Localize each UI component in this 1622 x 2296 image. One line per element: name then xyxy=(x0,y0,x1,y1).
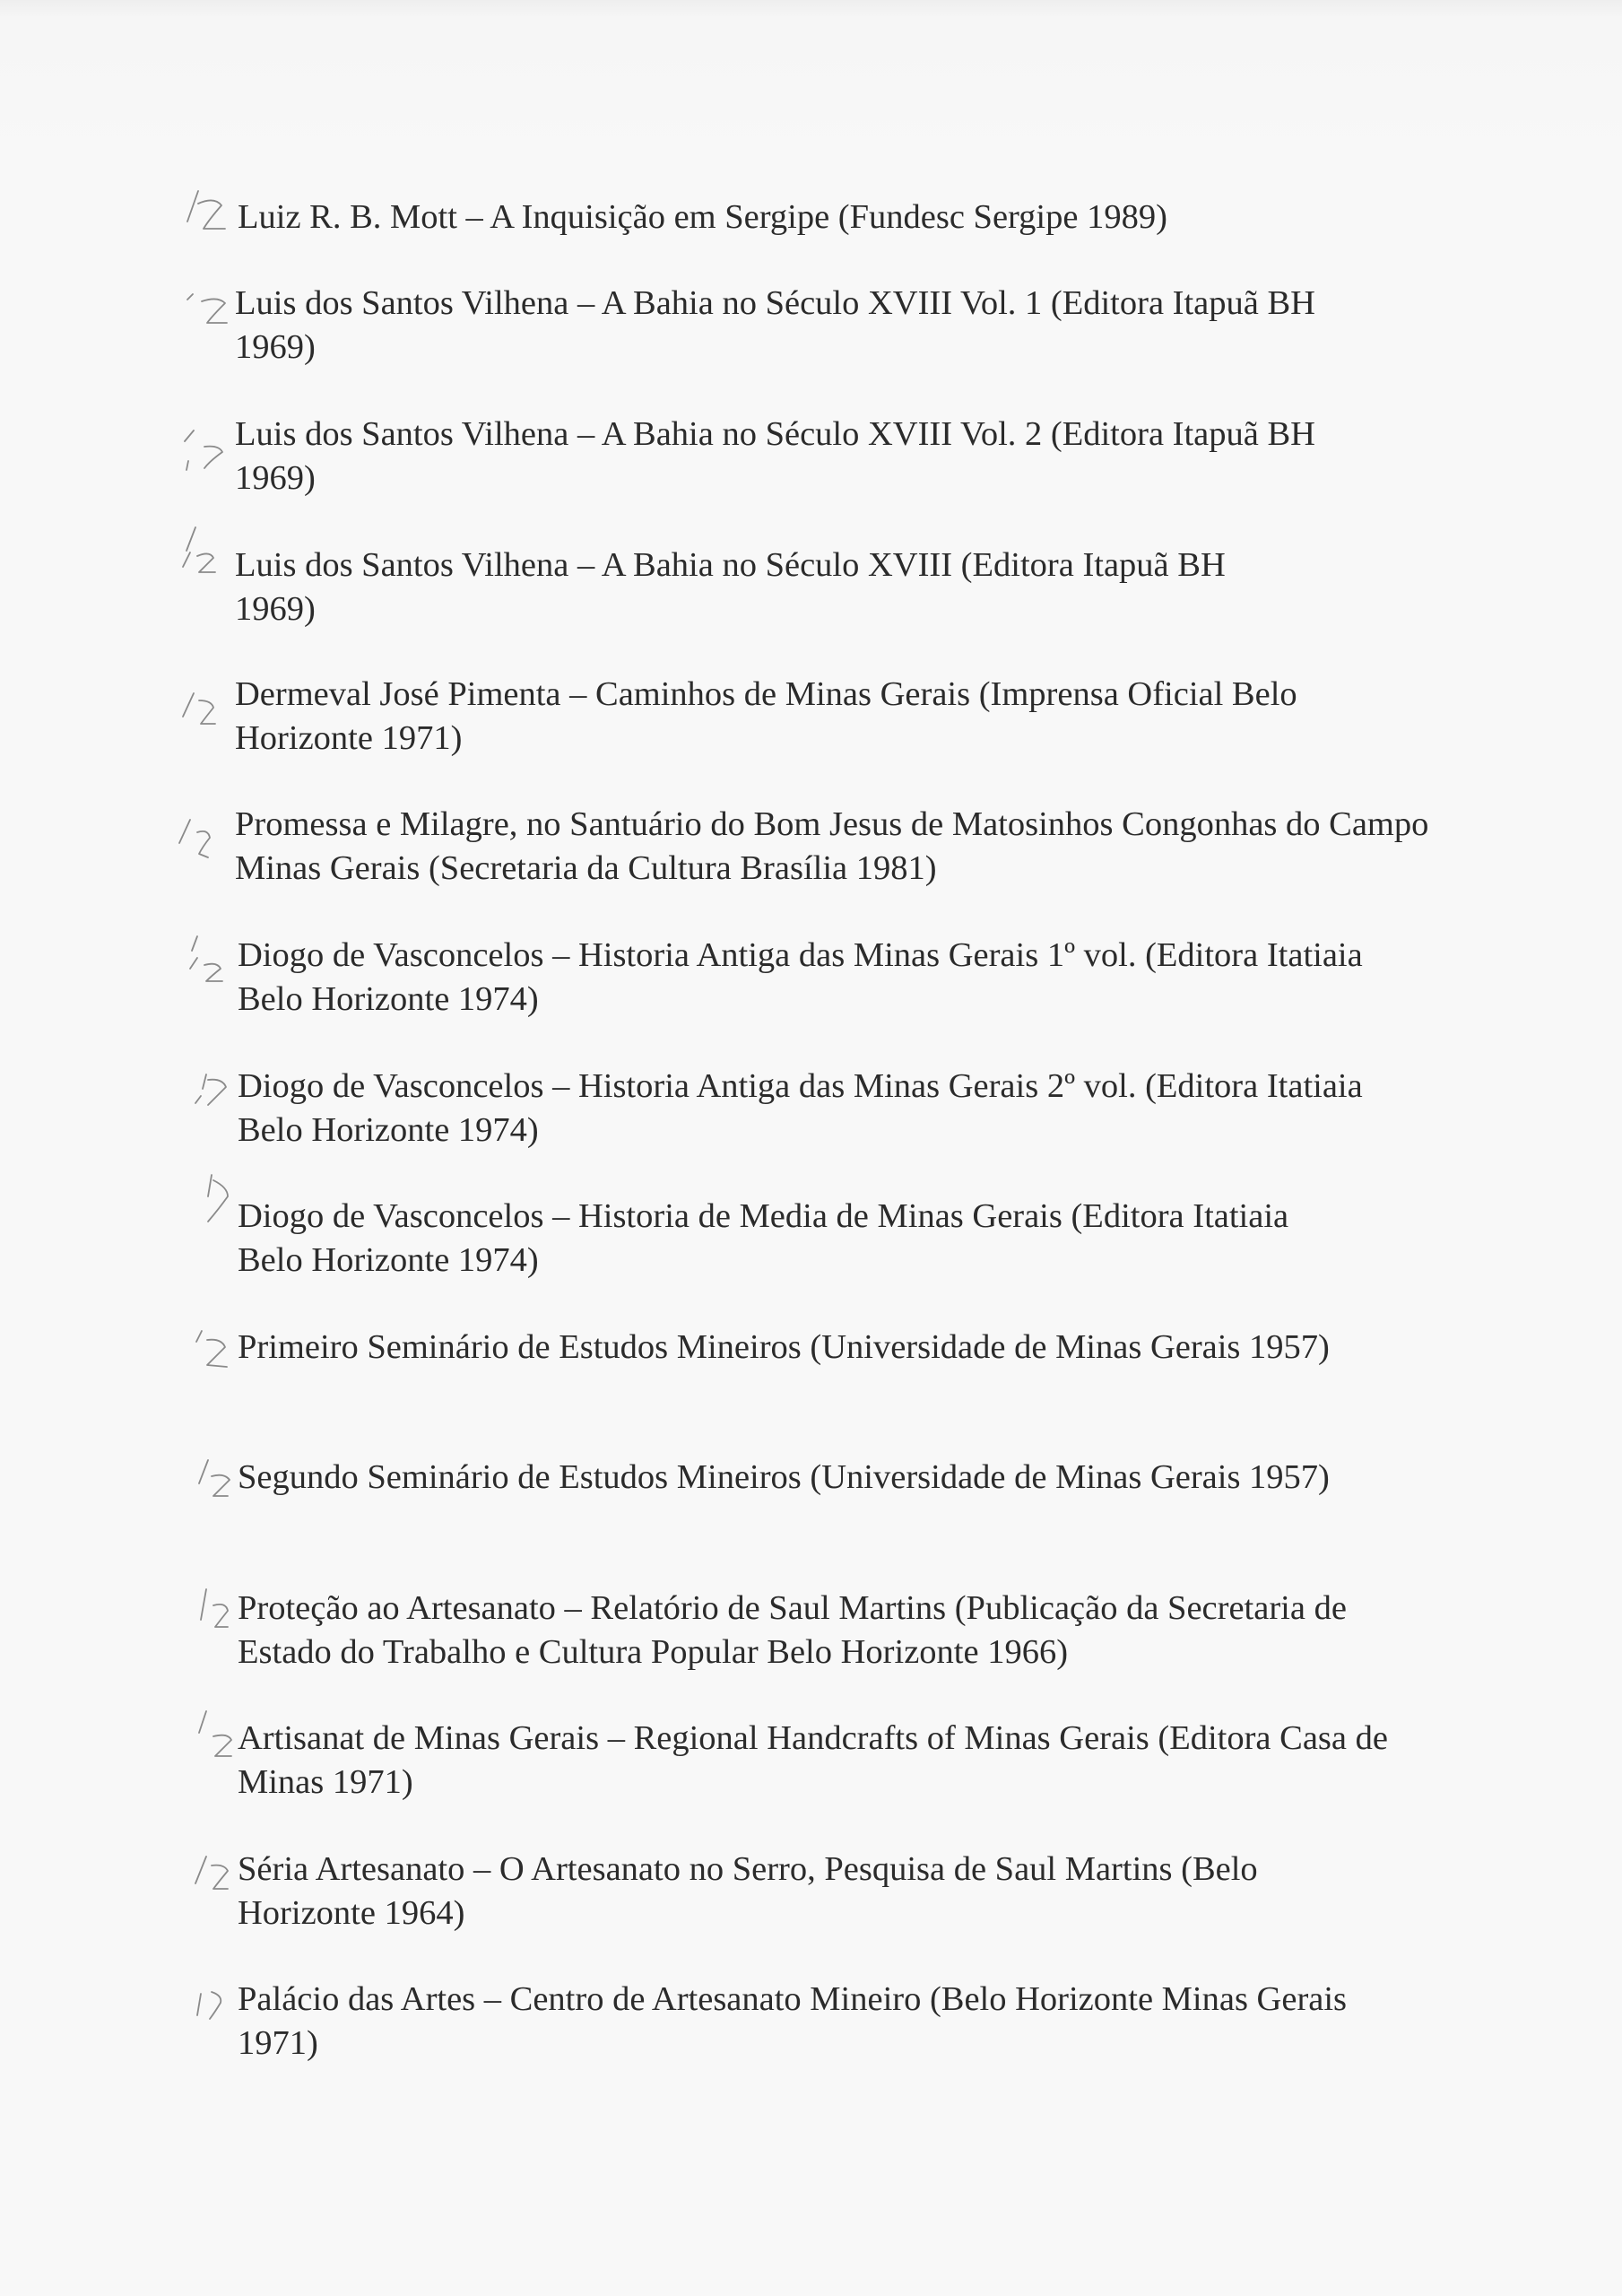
handwritten-margin-mark xyxy=(174,520,228,574)
handwritten-margin-mark xyxy=(188,1448,242,1501)
reference-entry-15: Palácio das Artes – Centro de Artesanato Mineiro (Belo Horizonte Minas Gerais 1971) xyxy=(238,1980,1348,2062)
reference-entry-1: Luiz R. B. Mott – A Inquisição em Sergipe (Fundesc Sergipe 1989) xyxy=(238,198,1167,236)
reference-entry-4: Luis dos Santos Vilhena – A Bahia no Século XVIII (Editora Itapuã BH 1969) xyxy=(235,546,1226,628)
handwritten-margin-mark xyxy=(188,1844,242,1898)
handwritten-margin-mark xyxy=(172,807,226,861)
handwritten-margin-mark xyxy=(179,929,233,983)
reference-entry-3: Luis dos Santos Vilhena – A Bahia no Século XVIII Vol. 2 (Editora Itapuã BH 1969) xyxy=(235,415,1315,497)
reference-entry-7: Diogo de Vasconcelos – Historia Antiga das Minas Gerais 1º vol. (Editora Itatiaia Belo Horizonte 1974) xyxy=(238,936,1363,1018)
handwritten-margin-mark xyxy=(182,276,236,330)
handwritten-margin-mark xyxy=(188,1170,242,1223)
handwritten-margin-mark xyxy=(179,418,233,472)
reference-entry-5: Dermeval José Pimenta – Caminhos de Minas Gerais (Imprensa Oficial Belo Horizonte 1971) xyxy=(235,675,1297,757)
handwritten-margin-mark xyxy=(185,1060,239,1114)
handwritten-margin-mark xyxy=(190,1706,244,1760)
handwritten-margin-mark xyxy=(174,677,228,731)
reference-entry-11: Segundo Seminário de Estudos Mineiros (Universidade de Minas Gerais 1957) xyxy=(238,1458,1330,1496)
reference-entry-2: Luis dos Santos Vilhena – A Bahia no Século XVIII Vol. 1 (Editora Itapuã BH 1969) xyxy=(235,284,1315,366)
handwritten-margin-mark xyxy=(190,1578,244,1632)
reference-entry-9: Diogo de Vasconcelos – Historia de Media de Minas Gerais (Editora Itatiaia Belo Horizonte 1974) xyxy=(238,1197,1289,1279)
handwritten-margin-mark xyxy=(184,1320,238,1374)
reference-entry-13: Artisanat de Minas Gerais – Regional Handcrafts of Minas Gerais (Editora Casa de Minas 1971) xyxy=(238,1719,1388,1801)
reference-entry-12: Proteção ao Artesanato – Relatório de Saul Martins (Publicação da Secretaria de Estado do Trabalho e Cultura Popular Belo Horizonte 1966) xyxy=(238,1589,1347,1671)
reference-entry-14: Séria Artesanato – O Artesanato no Serro, Pesquisa de Saul Martins (Belo Horizonte 1964) xyxy=(238,1850,1258,1932)
handwritten-margin-mark xyxy=(185,1976,239,2030)
handwritten-margin-mark xyxy=(182,184,236,238)
reference-entry-8: Diogo de Vasconcelos – Historia Antiga das Minas Gerais 2º vol. (Editora Itatiaia Belo Horizonte 1974) xyxy=(238,1067,1363,1149)
reference-entry-10: Primeiro Seminário de Estudos Mineiros (Universidade de Minas Gerais 1957) xyxy=(238,1328,1330,1366)
reference-entry-6: Promessa e Milagre, no Santuário do Bom Jesus de Matosinhos Congonhas do Campo Minas Gerais (Secretaria da Cultura Brasília 1981) xyxy=(235,805,1429,887)
